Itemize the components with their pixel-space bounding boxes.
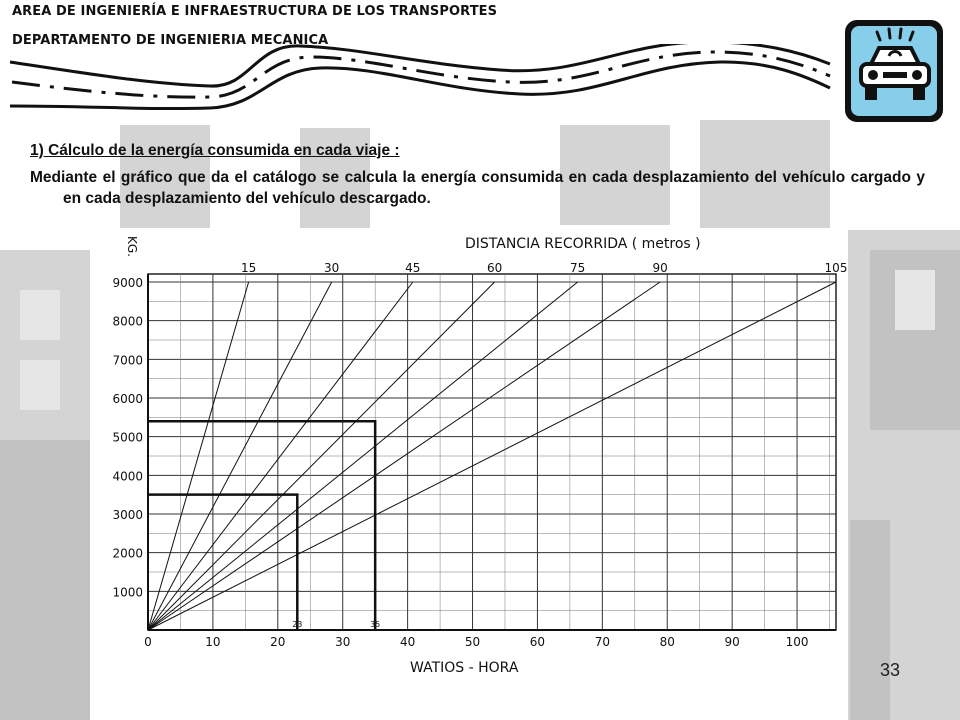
car-front-icon [843,18,945,124]
x-tick-label: 100 [785,635,809,649]
y-tick-label: 6000 [112,392,143,406]
x-tick-label: 60 [529,635,546,649]
header-department: DEPARTAMENTO DE INGENIERIA MECANICA [12,33,329,48]
y-tick-label: 8000 [112,314,143,329]
road-banner [0,44,840,124]
chart-series [148,261,847,630]
section-title: 1) Cálculo de la energía consumida en cada viaje : [30,142,400,159]
series-label-45: 45 [405,261,421,275]
x-tick-label: 30 [335,635,351,649]
x-tick-label: 70 [594,635,610,649]
plot-frame [148,274,836,630]
y-tick-label: 3000 [112,508,143,522]
reading-line-23 [148,495,297,630]
chart-annotations [148,421,380,630]
y-tick-label: 1000 [112,585,143,600]
y-tick-label: 9000 [112,276,143,290]
chart-x-label: WATIOS - HORA [410,660,519,676]
x-tick-label: 20 [270,635,286,649]
x-tick-label: 0 [144,635,152,649]
energy-chart-svg [90,228,848,680]
x-tick-label: 80 [659,635,675,649]
series-label-30: 30 [324,261,340,275]
y-tick-label: 5000 [112,430,143,445]
x-tick-label: 40 [399,635,416,649]
page-number: 33 [880,660,901,680]
x-tick-label: 50 [464,635,481,649]
series-label-105: 105 [824,261,848,275]
series-label-90: 90 [652,261,668,275]
x-tick-label: 10 [205,635,221,649]
reading-line-35 [148,421,375,630]
y-tick-label: 2000 [112,546,143,561]
x-tick-label: 90 [724,635,740,649]
y-tick-label: 7000 [112,353,143,368]
reading-label-23: 23 [292,620,303,629]
header-institution: AREA DE INGENIERÍA E INFRAESTRUCTURA DE LOS TRANSPORTES [12,4,498,19]
series-label-75: 75 [570,261,586,275]
reading-label-35: 35 [370,620,381,629]
chart-grid [148,274,836,630]
description-text: Mediante el gráfico que da el catálogo se calcula la energía consumida en cada desplazamiento del vehículo cargado y en cada desplazamiento del vehículo descargado. [30,169,925,207]
series-label-15: 15 [240,261,257,275]
description-paragraph [30,167,925,209]
energy-chart [90,228,848,680]
y-tick-label: 4000 [112,469,143,484]
chart-title: DISTANCIA RECORRIDA ( metros ) [465,236,701,252]
chart-y-label: KG. [125,236,139,257]
series-label-60: 60 [486,261,503,275]
chart-ticks [112,276,808,649]
